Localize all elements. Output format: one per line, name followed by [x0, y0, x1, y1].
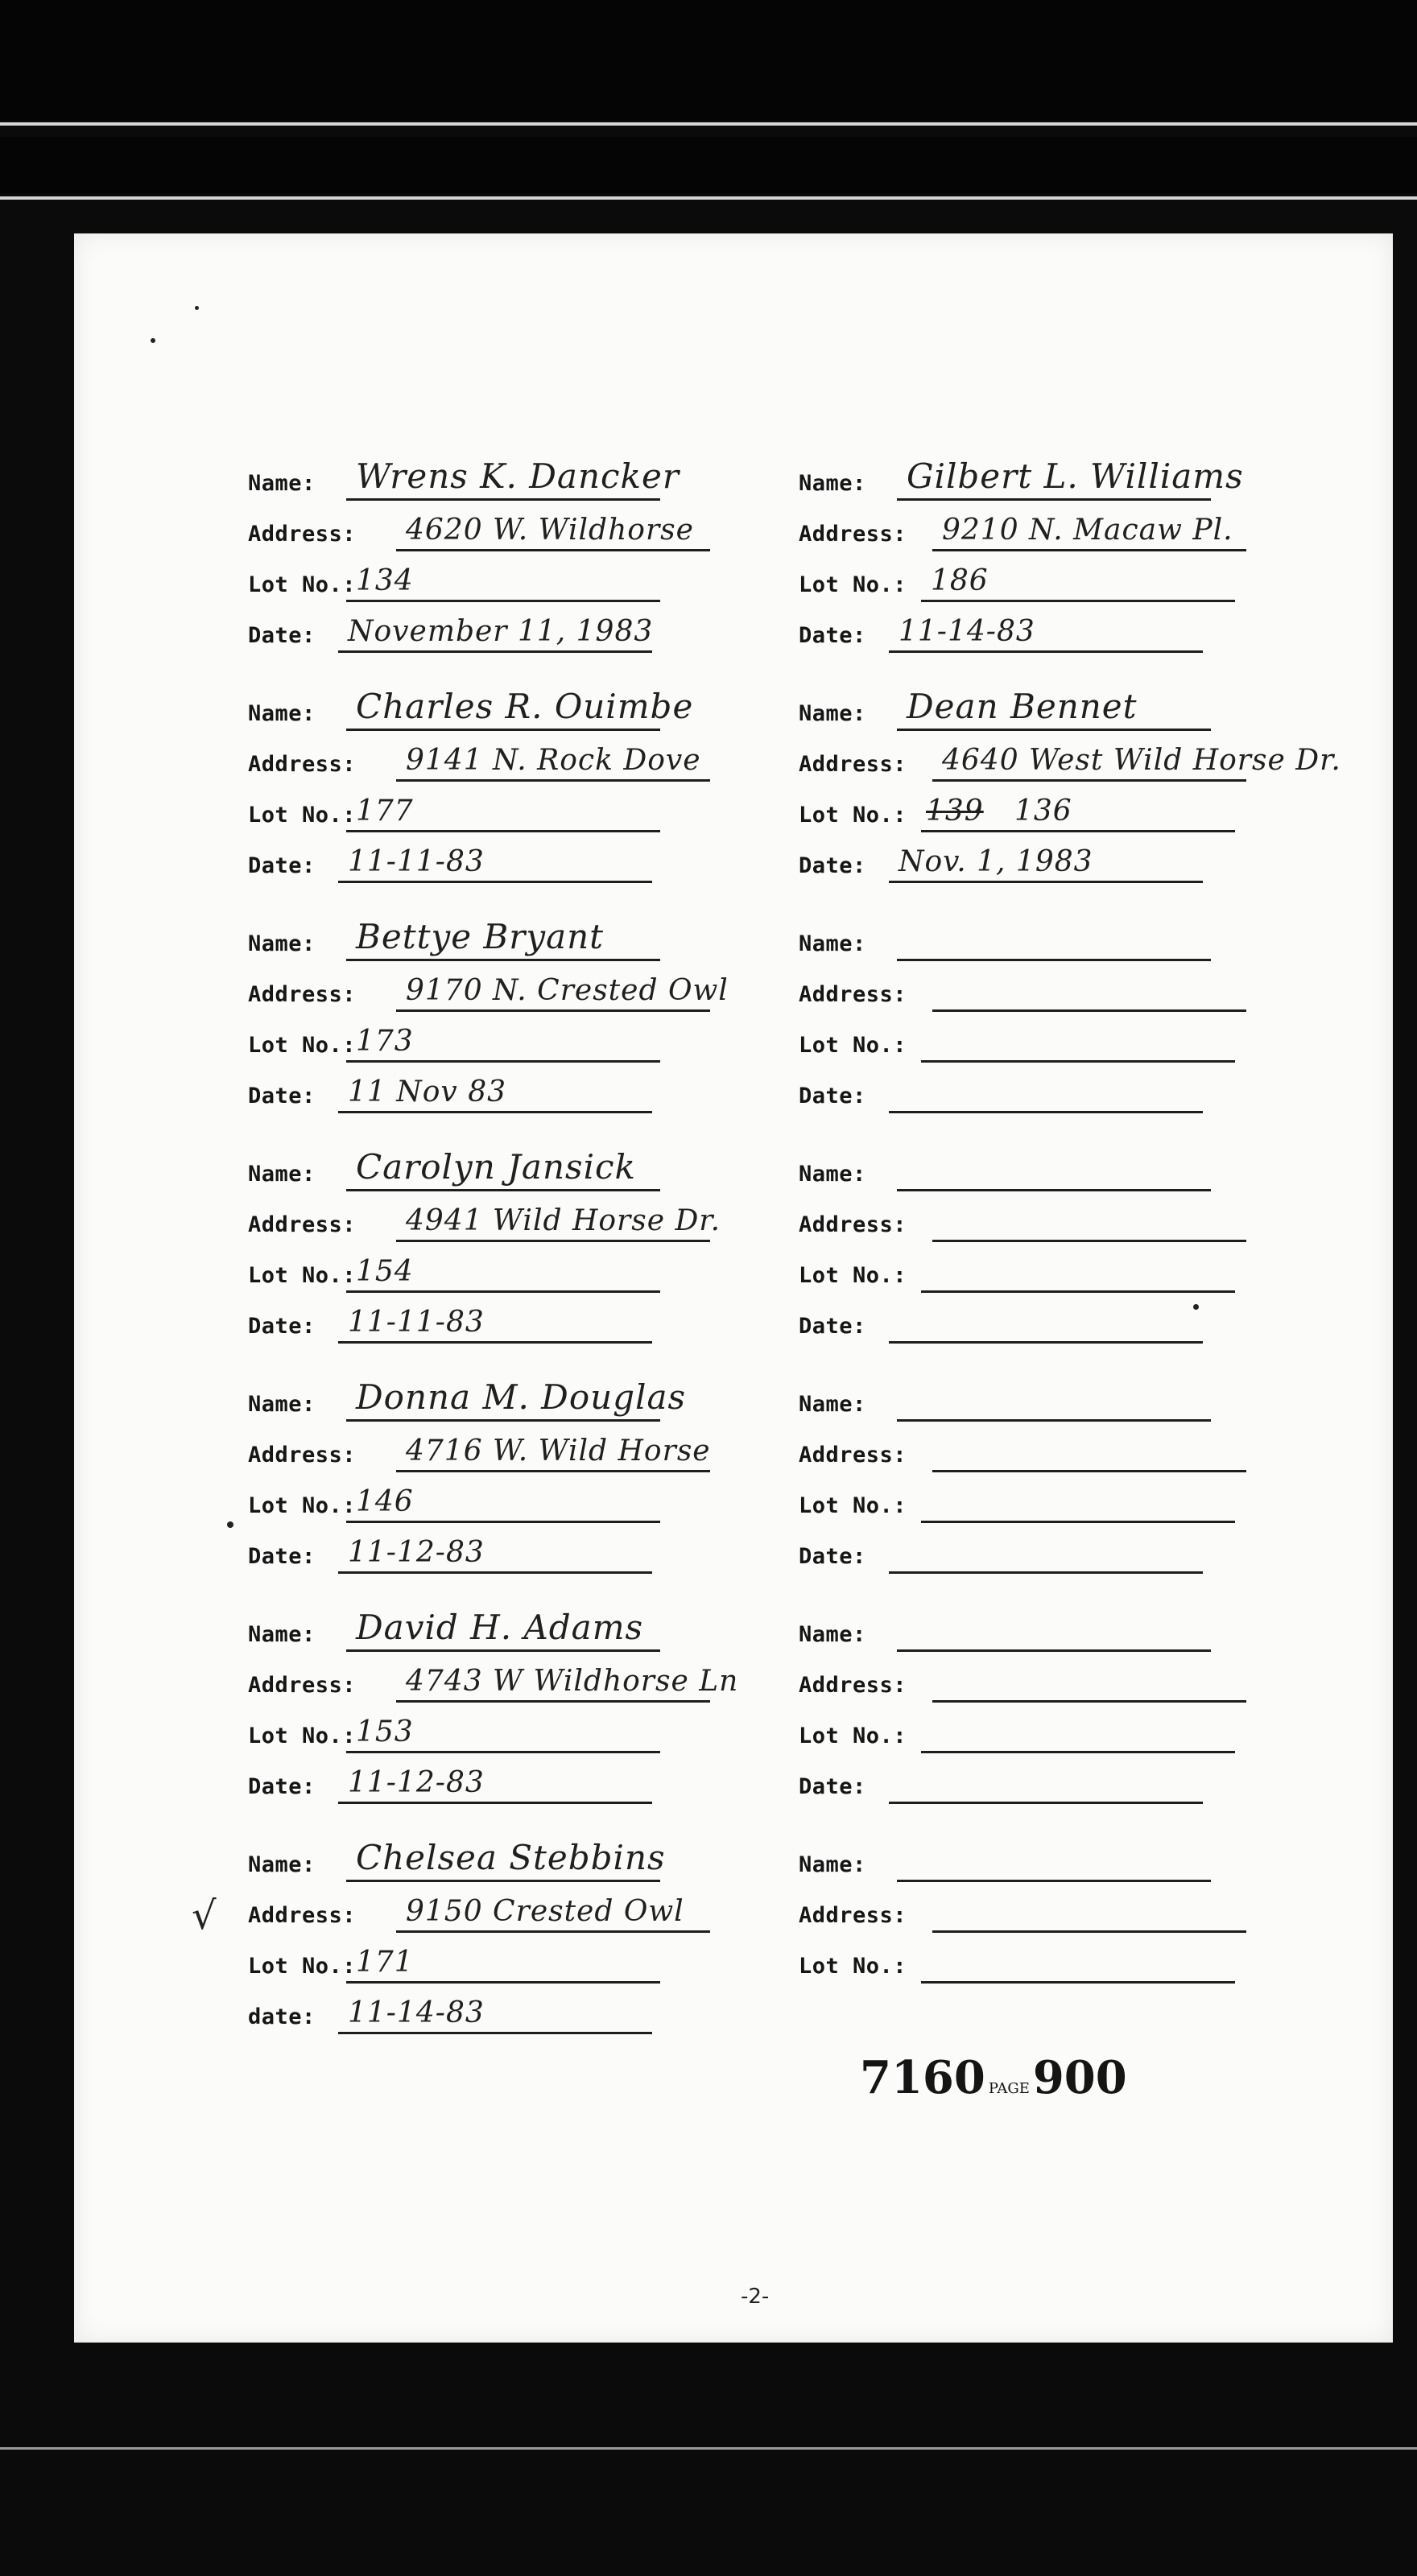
left-entry-7-lot-field: [248, 1946, 665, 1984]
form-sheet: [74, 233, 1393, 2343]
left-entry-6-lot-field: [248, 1715, 665, 1753]
lot-label: Lot No.:: [248, 1033, 357, 1058]
date-value: 11-11-83: [348, 845, 485, 878]
lot-label: Lot No.:: [248, 1724, 357, 1748]
name-value: David H. Adams: [356, 1608, 644, 1647]
address-label: Address:: [799, 1212, 907, 1237]
page-number: -2-: [741, 2285, 770, 2309]
name-value: Gilbert L. Williams: [907, 456, 1244, 496]
date-label: Date:: [248, 1774, 316, 1799]
name-underline: [897, 1880, 1211, 1882]
lot-underline: [921, 830, 1235, 832]
left-entry-1-date-field: [248, 615, 657, 653]
date-underline: [338, 1802, 652, 1804]
name-underline: [897, 729, 1211, 731]
lot-underline: [346, 1060, 660, 1063]
name-value: Donna M. Douglas: [356, 1377, 687, 1417]
left-entry-3-name-field: [248, 917, 665, 961]
date-label: Date:: [799, 1774, 866, 1799]
date-label: Date:: [248, 1544, 316, 1569]
right-entry-3-name-field: [799, 929, 1216, 961]
address-underline: [396, 779, 710, 782]
date-label: Date:: [799, 853, 866, 878]
left-entry-5-address-field: [248, 1435, 715, 1472]
address-label: Address:: [248, 752, 357, 777]
right-entry-2-name-field: [799, 687, 1216, 731]
lot-underline: [346, 600, 660, 602]
address-value: 4716 W. Wild Horse: [406, 1435, 711, 1468]
address-value: 9170 N. Crested Owl: [406, 974, 729, 1007]
date-underline: [338, 1571, 652, 1574]
left-entry-5-date-field: [248, 1536, 657, 1574]
name-underline: [346, 1419, 660, 1422]
date-label: Date:: [248, 623, 316, 648]
address-underline: [932, 549, 1246, 551]
left-entry-1-lot-field: [248, 564, 665, 602]
name-underline: [346, 498, 660, 501]
date-value: 11-14-83: [899, 615, 1035, 648]
right-entry-1-lot-field: [799, 564, 1240, 602]
date-underline: [338, 1341, 652, 1344]
right-entry-1-date-field: [799, 615, 1208, 653]
right-entry-3-date-field: [799, 1081, 1208, 1113]
address-underline: [932, 1470, 1246, 1472]
name-label: Name:: [248, 1162, 316, 1187]
lot-value: 186: [931, 564, 989, 597]
lot-value: 154: [356, 1255, 414, 1288]
lot-underline: [921, 1290, 1235, 1293]
address-label: Address:: [248, 1673, 357, 1698]
top-scan-band: [0, 0, 1417, 121]
lot-label: Lot No.:: [799, 572, 907, 597]
left-entry-2-name-field: [248, 687, 694, 731]
checkmark: √: [192, 1893, 217, 1938]
right-entry-6-lot-field: [799, 1721, 1240, 1753]
right-entry-5-name-field: [799, 1389, 1216, 1422]
date-label: Date:: [248, 1084, 316, 1108]
name-underline: [346, 959, 660, 961]
address-value: 9150 Crested Owl: [406, 1895, 684, 1928]
bottom-scan-rule: [0, 2447, 1417, 2450]
name-underline: [346, 1649, 660, 1652]
date-underline: [338, 881, 652, 883]
address-underline: [396, 549, 710, 551]
date-label: Date:: [799, 1314, 866, 1339]
right-entry-7-name-field: [799, 1850, 1216, 1882]
left-entry-2-lot-field: [248, 795, 665, 832]
lot-underline: [346, 1751, 660, 1753]
lot-value: 136: [1014, 795, 1072, 828]
lot-label: Lot No.:: [799, 1263, 907, 1288]
date-value: 11-12-83: [348, 1536, 485, 1569]
address-label: Address:: [799, 1903, 907, 1928]
name-value: Charles R. Ouimbe: [356, 687, 694, 726]
address-label: Address:: [248, 522, 357, 547]
left-entry-4-date-field: [248, 1306, 657, 1344]
right-entry-4-name-field: [799, 1159, 1216, 1191]
address-label: Address:: [799, 1443, 907, 1468]
right-entry-2-date-field: [799, 845, 1208, 883]
date-label: date:: [248, 2004, 316, 2029]
right-entry-5-address-field: [799, 1440, 1251, 1472]
speck-mark: [151, 338, 155, 343]
lot-label: Lot No.:: [248, 803, 357, 828]
name-label: Name:: [248, 1392, 316, 1417]
left-entry-6-date-field: [248, 1766, 657, 1804]
left-entry-5-name-field: [248, 1377, 687, 1422]
left-entry-6-name-field: [248, 1608, 665, 1652]
right-entry-7-address-field: [799, 1901, 1251, 1933]
address-underline: [396, 1700, 710, 1703]
address-label: Address:: [799, 982, 907, 1007]
stamp-left: 7160: [860, 2051, 985, 2104]
address-label: Address:: [248, 1443, 357, 1468]
name-label: Name:: [248, 1852, 316, 1877]
lot-label: Lot No.:: [799, 1954, 907, 1979]
address-value: 9210 N. Macaw Pl.: [942, 514, 1233, 547]
lot-value: 146: [356, 1485, 414, 1518]
address-underline: [932, 1700, 1246, 1703]
lot-label: Lot No.:: [799, 1493, 907, 1518]
left-entry-7-date-field: [248, 1996, 657, 2034]
name-underline: [897, 1419, 1211, 1422]
name-label: Name:: [248, 471, 316, 496]
date-value: 11-11-83: [348, 1306, 485, 1339]
upper-scan-band: [0, 137, 1417, 193]
lot-label: Lot No.:: [248, 1954, 357, 1979]
date-underline: [889, 1571, 1203, 1574]
date-underline: [338, 1111, 652, 1113]
date-underline: [338, 650, 652, 653]
left-entry-4-name-field: [248, 1147, 665, 1191]
lot-label: Lot No.:: [248, 1493, 357, 1518]
address-value: 9141 N. Rock Dove: [406, 744, 701, 777]
right-entry-6-date-field: [799, 1772, 1208, 1804]
name-label: Name:: [799, 471, 866, 496]
right-entry-2-lot-field: [799, 795, 1240, 832]
date-label: Date:: [248, 853, 316, 878]
address-underline: [932, 1240, 1246, 1242]
name-value: Bettye Bryant: [356, 917, 605, 956]
lot-label: Lot No.:: [799, 1033, 907, 1058]
lot-underline: [921, 1060, 1235, 1063]
left-entry-3-date-field: [248, 1075, 657, 1113]
left-entry-2-address-field: [248, 744, 715, 782]
name-label: Name:: [799, 1392, 866, 1417]
left-entry-1-address-field: [248, 514, 715, 551]
date-value: 11-12-83: [348, 1766, 485, 1799]
date-value: November 11, 1983: [348, 615, 654, 648]
right-entry-3-address-field: [799, 980, 1251, 1012]
left-entry-1-name-field: [248, 456, 680, 501]
right-entry-6-address-field: [799, 1670, 1251, 1703]
upper-scan-rule: [0, 196, 1417, 200]
lot-underline: [346, 1981, 660, 1984]
right-entry-2-address-field: [799, 744, 1341, 782]
name-label: Name:: [799, 931, 866, 956]
address-label: Address:: [799, 522, 907, 547]
lot-value: 173: [356, 1025, 414, 1058]
name-label: Name:: [799, 1162, 866, 1187]
address-label: Address:: [248, 1903, 357, 1928]
lot-struck-value: 139: [926, 795, 984, 828]
lot-value: 134: [356, 564, 414, 597]
date-value: Nov. 1, 1983: [899, 845, 1093, 878]
date-underline: [889, 881, 1203, 883]
name-underline: [346, 1189, 660, 1191]
address-value: 4640 West Wild Horse Dr.: [942, 744, 1341, 777]
right-entry-5-lot-field: [799, 1491, 1240, 1523]
right-entry-1-address-field: [799, 514, 1251, 551]
lot-underline: [921, 1751, 1235, 1753]
speck-mark: [195, 306, 199, 310]
right-entry-4-lot-field: [799, 1261, 1240, 1293]
address-label: Address:: [248, 982, 357, 1007]
right-entry-3-lot-field: [799, 1030, 1240, 1063]
date-label: Date:: [799, 623, 866, 648]
address-underline: [396, 1470, 710, 1472]
date-underline: [889, 1341, 1203, 1344]
address-label: Address:: [799, 1673, 907, 1698]
lot-underline: [921, 1521, 1235, 1523]
left-entry-7-name-field: [248, 1838, 666, 1882]
name-label: Name:: [799, 1622, 866, 1647]
address-underline: [932, 1009, 1246, 1012]
name-underline: [346, 729, 660, 731]
lot-label: Lot No.:: [799, 1724, 907, 1748]
date-label: Date:: [248, 1314, 316, 1339]
speck-mark: [227, 1521, 233, 1528]
left-entry-3-lot-field: [248, 1025, 665, 1063]
name-underline: [897, 1649, 1211, 1652]
address-value: 4743 W Wildhorse Ln: [406, 1665, 739, 1698]
address-underline: [396, 1009, 710, 1012]
date-label: Date:: [799, 1084, 866, 1108]
left-entry-4-lot-field: [248, 1255, 665, 1293]
left-entry-2-date-field: [248, 845, 657, 883]
lot-value: 153: [356, 1715, 414, 1748]
address-underline: [932, 1930, 1246, 1933]
address-underline: [396, 1930, 710, 1933]
date-value: 11-14-83: [348, 1996, 485, 2029]
lot-underline: [346, 830, 660, 832]
address-underline: [396, 1240, 710, 1242]
document-stamp: [860, 2051, 1127, 2104]
name-value: Dean Bennet: [907, 687, 1138, 726]
date-value: 11 Nov 83: [348, 1075, 507, 1108]
lot-label: Lot No.:: [248, 1263, 357, 1288]
lot-underline: [921, 600, 1235, 602]
name-label: Name:: [799, 701, 866, 726]
left-entry-5-lot-field: [248, 1485, 665, 1523]
right-entry-1-name-field: [799, 456, 1244, 501]
lot-underline: [921, 1981, 1235, 1984]
stamp-right: 900: [1032, 2051, 1127, 2104]
lot-label: Lot No.:: [248, 572, 357, 597]
name-underline: [897, 498, 1211, 501]
address-label: Address:: [248, 1212, 357, 1237]
name-label: Name:: [248, 931, 316, 956]
left-entry-3-address-field: [248, 974, 729, 1012]
name-label: Name:: [248, 1622, 316, 1647]
name-underline: [897, 959, 1211, 961]
lot-underline: [346, 1290, 660, 1293]
date-label: Date:: [799, 1544, 866, 1569]
right-entry-4-address-field: [799, 1210, 1251, 1242]
date-underline: [889, 1111, 1203, 1113]
address-underline: [932, 779, 1246, 782]
name-label: Name:: [799, 1852, 866, 1877]
address-label: Address:: [799, 752, 907, 777]
lot-value: 177: [356, 795, 414, 828]
name-underline: [346, 1880, 660, 1882]
right-entry-7-lot-field: [799, 1951, 1240, 1984]
date-underline: [889, 1802, 1203, 1804]
name-value: Chelsea Stebbins: [356, 1838, 666, 1877]
date-underline: [338, 2032, 652, 2034]
name-underline: [897, 1189, 1211, 1191]
right-entry-6-name-field: [799, 1620, 1216, 1652]
name-label: Name:: [248, 701, 316, 726]
top-scan-rule: [0, 122, 1417, 126]
left-entry-7-address-field: [248, 1895, 715, 1933]
date-underline: [889, 650, 1203, 653]
right-entry-5-date-field: [799, 1542, 1208, 1574]
lot-underline: [346, 1521, 660, 1523]
left-entry-6-address-field: [248, 1665, 739, 1703]
lot-value: 171: [356, 1946, 414, 1979]
name-value: Carolyn Jansick: [356, 1147, 636, 1187]
speck-mark: [1193, 1304, 1199, 1310]
address-value: 4941 Wild Horse Dr.: [406, 1204, 721, 1237]
stamp-middle: PAGE: [988, 2080, 1030, 2097]
left-entry-4-address-field: [248, 1204, 721, 1242]
name-value: Wrens K. Dancker: [356, 456, 680, 496]
address-value: 4620 W. Wildhorse: [406, 514, 694, 547]
right-entry-4-date-field: [799, 1311, 1208, 1344]
lot-label: Lot No.:: [799, 803, 907, 828]
